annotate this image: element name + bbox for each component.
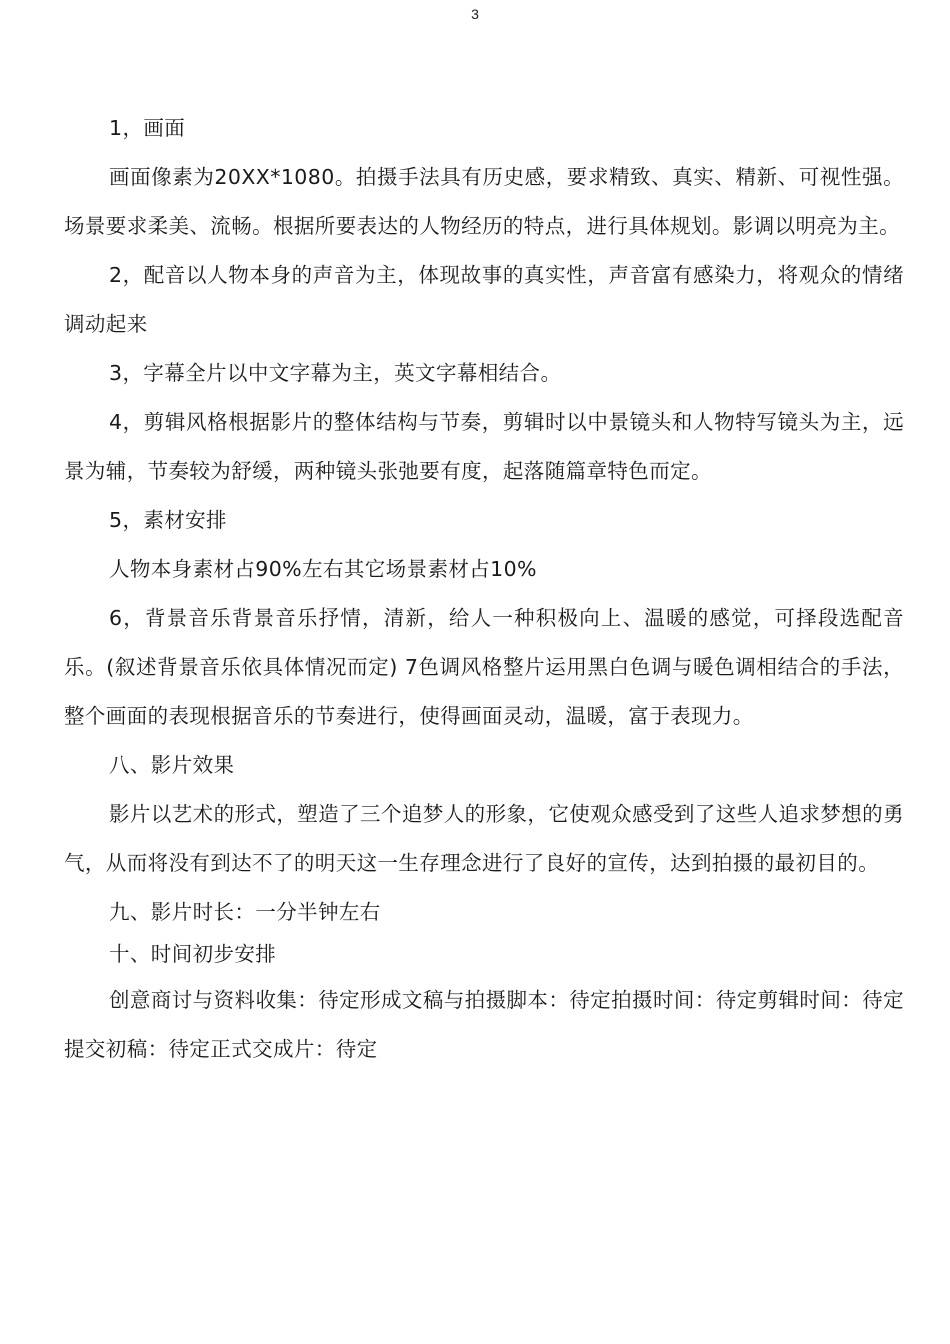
heading-schedule: 十、时间初步安排 bbox=[109, 942, 277, 966]
heading-materials: 5，素材安排 bbox=[109, 508, 227, 532]
paragraph-film-effect: 影片以艺术的形式，塑造了三个追梦人的形象，它使观众感受到了这些人追求梦想的勇气，从而将没有到达不了的明天这一生存理念进行了良好的宣传，达到拍摄的最初目的。 bbox=[64, 802, 904, 875]
paragraph-materials-ratio: 人物本身素材占90%左右其它场景素材占10% bbox=[109, 557, 537, 581]
heading-picture: 1，画面 bbox=[109, 116, 186, 140]
paragraph-background-music: 6，背景音乐背景音乐抒情，清新，给人一种积极向上、温暖的感觉，可择段选配音乐。(叙述背景音乐依具体情况而定) 7色调风格整片运用黑白色调与暖色调相结合的手法，整个画面的表现根据音乐的节奏进行，使得画面灵动，温暖，富于表现力。 bbox=[64, 606, 904, 728]
paragraph-subtitles: 3，字幕全片以中文字幕为主，英文字幕相结合。 bbox=[109, 361, 562, 385]
paragraph-schedule: 创意商讨与资料收集：待定形成文稿与拍摄脚本：待定拍摄时间：待定剪辑时间：待定提交初稿：待定正式交成片：待定 bbox=[64, 988, 904, 1061]
paragraph-voiceover: 2，配音以人物本身的声音为主，体现故事的真实性，声音富有感染力，将观众的情绪调动起来 bbox=[64, 263, 904, 336]
paragraph-picture-details: 画面像素为20XX*1080。拍摄手法具有历史感，要求精致、真实、精新、可视性强。场景要求柔美、流畅。根据所要表达的人物经历的特点，进行具体规划。影调以明亮为主。 bbox=[64, 165, 904, 238]
document-body bbox=[64, 104, 904, 1074]
heading-film-duration: 九、影片时长：一分半钟左右 bbox=[109, 900, 381, 924]
heading-film-effect: 八、影片效果 bbox=[109, 753, 235, 777]
page-number: 3 bbox=[471, 6, 479, 22]
paragraph-editing-style: 4，剪辑风格根据影片的整体结构与节奏，剪辑时以中景镜头和人物特写镜头为主，远景为辅，节奏较为舒缓，两种镜头张弛要有度，起落随篇章特色而定。 bbox=[64, 410, 904, 483]
